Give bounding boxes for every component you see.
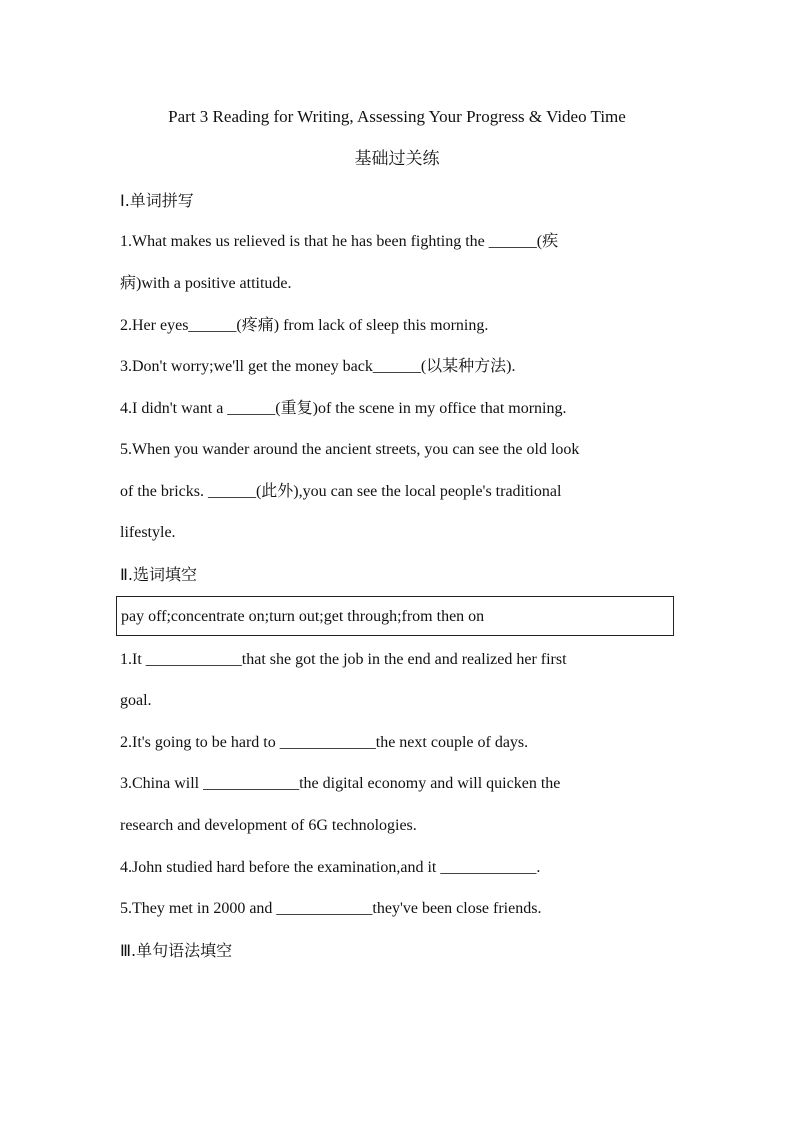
spelling-item-5-line-3: lifestyle.: [120, 524, 176, 541]
section-heading-grammar: Ⅲ.单句语法填空: [120, 941, 233, 960]
spelling-item-5-line-2: of the bricks. ______(此外),you can see the local people's traditional: [120, 483, 562, 500]
section-heading-word-choice: Ⅱ.选词填空: [120, 565, 197, 584]
spelling-item-1-line-2: 病)with a positive attitude.: [120, 275, 292, 292]
word-choice-item-4: 4.John studied hard before the examination,and it ____________.: [120, 859, 541, 876]
word-bank-box: [116, 596, 674, 636]
word-choice-item-1-line-1: 1.It ____________that she got the job in the end and realized her first: [120, 651, 567, 668]
spelling-item-4: 4.I didn't want a ______(重复)of the scene in my office that morning.: [120, 400, 567, 417]
word-choice-item-2: 2.It's going to be hard to ____________the next couple of days.: [120, 734, 529, 751]
section-heading-spelling: Ⅰ.单词拼写: [120, 191, 194, 210]
spelling-item-3: 3.Don't worry;we'll get the money back______(以某种方法).: [120, 358, 516, 375]
spelling-item-5-line-1: 5.When you wander around the ancient streets, you can see the old look: [120, 441, 580, 458]
word-choice-item-3-line-2: research and development of 6G technologies.: [120, 817, 417, 834]
word-bank-text: pay off;concentrate on;turn out;get through;from then on: [121, 608, 485, 625]
word-choice-item-1-line-2: goal.: [120, 692, 152, 709]
page-title: Part 3 Reading for Writing, Assessing Your Progress & Video Time: [168, 107, 626, 126]
word-choice-item-5: 5.They met in 2000 and ____________they've been close friends.: [120, 900, 542, 917]
word-choice-item-3-line-1: 3.China will ____________the digital economy and will quicken the: [120, 775, 561, 792]
spelling-item-1-line-1: 1.What makes us relieved is that he has been fighting the ______(疾: [120, 233, 559, 250]
page-subtitle: 基础过关练: [354, 149, 440, 169]
spelling-item-2: 2.Her eyes______(疼痛) from lack of sleep this morning.: [120, 317, 489, 334]
